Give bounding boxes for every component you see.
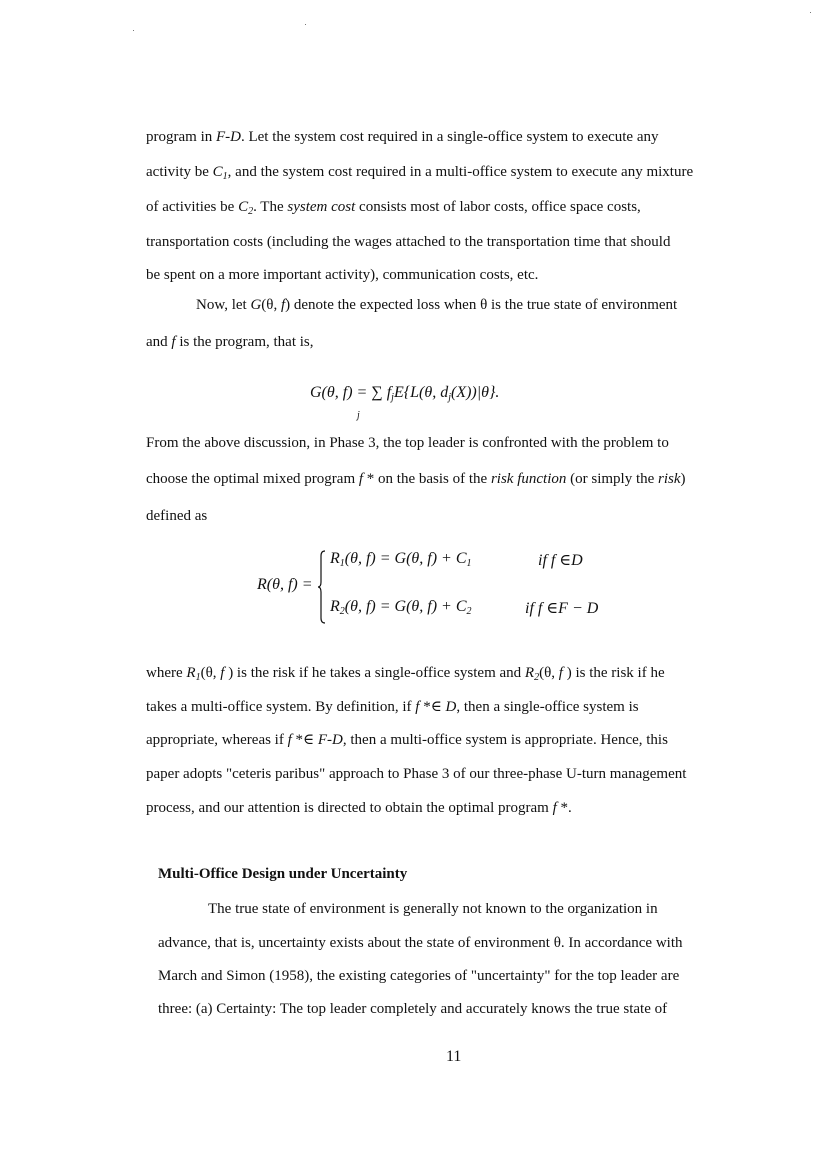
text-line: of activities be $C_2$. The system cost consists most of labor costs, office space costs, <box>146 199 641 217</box>
condition-multi-office: if f ∈F − D <box>525 600 599 617</box>
text-line: takes a multi-office system. By definition, if f *∈ D, then a single-office system is <box>146 699 639 715</box>
section-heading: Multi-Office Design under Uncertainty <box>158 866 408 882</box>
scan-speck <box>133 30 134 31</box>
risk-case-single-office: $R_1(\theta$, f) = G(θ, $f) + C_1$ <box>330 550 472 569</box>
text-line: where $R_1(\theta$, f ) is the risk if he takes a single-office system and $R_2(\theta$, f ) is the risk if he <box>146 665 665 683</box>
text-line: and f is the program, that is, <box>146 334 314 350</box>
risk-lhs: R(θ, f) = <box>257 576 313 593</box>
text-line: advance, that is, uncertainty exists about the state of environment θ. In accordance with <box>158 935 683 951</box>
sum-index: j <box>357 410 360 421</box>
condition-single-office: if f ∈D <box>538 552 583 569</box>
text-line: From the above discussion, in Phase 3, the top leader is confronted with the problem to <box>146 435 669 451</box>
text-line: Now, let G(θ, f) denote the expected loss when θ is the true state of environment <box>196 297 678 313</box>
text-line: be spent on a more important activity), communication costs, etc. <box>146 267 539 283</box>
text-line: three: (a) Certainty: The top leader completely and accurately knows the true state of <box>158 1001 668 1017</box>
text-line: March and Simon (1958), the existing categories of "uncertainty" for the top leader are <box>158 968 680 984</box>
equation-expected-loss: G(θ, f) = ∑ $f_jE\{L(\theta$, $d_j(X))|\theta$}. <box>310 384 500 403</box>
text-line: defined as <box>146 508 208 524</box>
left-brace <box>318 550 326 624</box>
text-line: appropriate, whereas if f *∈ F-D, then a multi-office system is appropriate. Hence, this <box>146 732 668 748</box>
text-line: choose the optimal mixed program f * on the basis of the risk function (or simply the risk) <box>146 471 686 487</box>
text-line: activity be $C_1$, and the system cost required in a multi-office system to execute any mixture <box>146 164 694 182</box>
scan-speck <box>305 24 306 25</box>
text-line: The true state of environment is generally not known to the organization in <box>208 901 658 917</box>
text-line: process, and our attention is directed to obtain the optimal program f *. <box>146 800 572 816</box>
risk-case-multi-office: $R_2(\theta$, f) = G(θ, $f) + C_2$ <box>330 598 472 617</box>
page-number: 11 <box>446 1048 462 1065</box>
text-line: program in F-D. Let the system cost required in a single-office system to execute any <box>146 129 659 145</box>
scan-speck <box>810 12 811 13</box>
text-line: paper adopts "ceteris paribus" approach to Phase 3 of our three-phase U-turn management <box>146 766 687 782</box>
text-line: transportation costs (including the wages attached to the transportation time that should <box>146 234 671 250</box>
